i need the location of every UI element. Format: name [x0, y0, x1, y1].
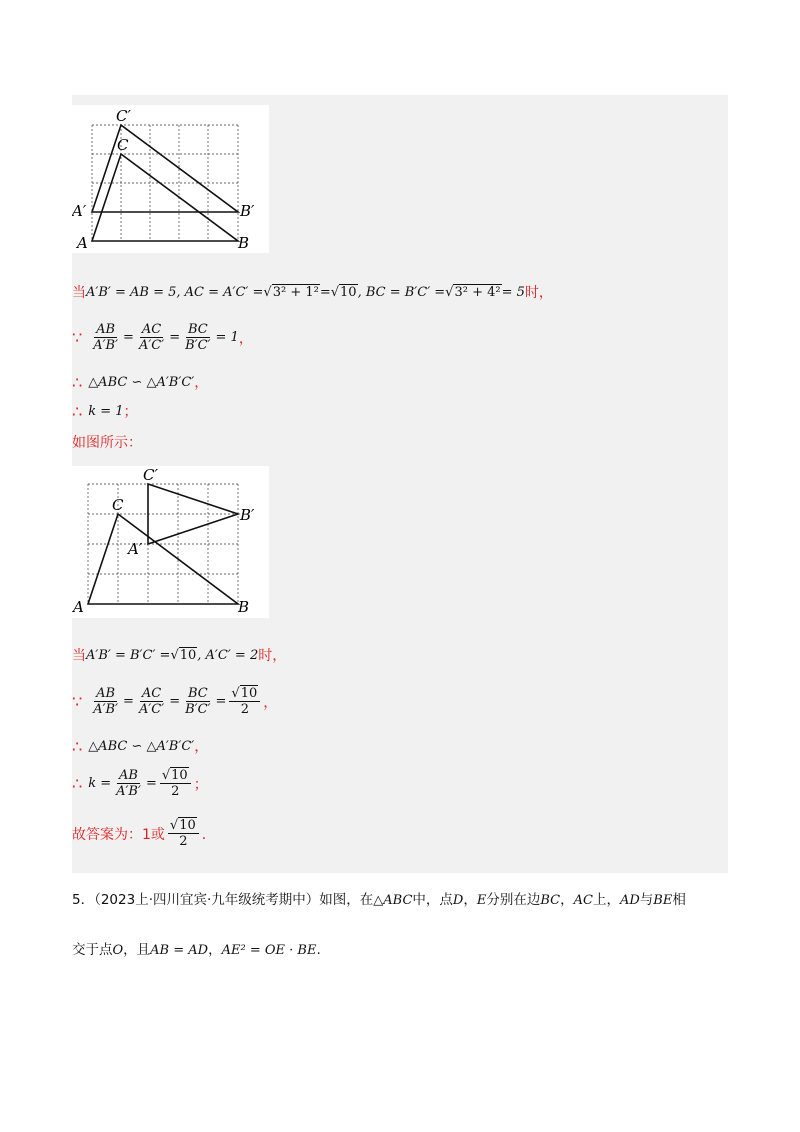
sol1-ratio: ∵ $\frac{AB}{A'B'}$ = $\frac{AC}{A'C'}$ = $\frac{BC}{B'C'}$ = 1 ， [72, 322, 253, 353]
sol2-k: ∴ k = $\frac{AB}{A'B'}$ = $\frac{√10}{2}$ ； [72, 768, 208, 799]
label-b-prime: B′ [240, 202, 255, 220]
therefore-symbol: ∴ [72, 372, 83, 392]
label-a: A [77, 234, 88, 252]
question-5-line-2: 交于点O，且AB = AD，AE² = OE · BE. [72, 942, 321, 958]
label-c: C [117, 136, 129, 154]
question-5-line-1: 5．（2023上·四川宜宾·九年级统考期中）如图，在△ABC中，点D，E分别在边BC，AC上，AD与BE相 [72, 892, 686, 908]
triangle-a-prime-b-prime-c-prime [92, 125, 238, 212]
sol1-cond-a: A′B′ = AB = 5, AC = A′C′ = [86, 284, 264, 300]
label-a: A [73, 598, 84, 616]
sol2-ratio: ∵ $\frac{AB}{A'B'}$ = $\frac{AC}{A'C'}$ = $\frac{BC}{B'C'}$ = $\frac{√10}{2}$ ， [72, 686, 278, 717]
therefore-symbol: ∴ [72, 401, 83, 421]
as-shown-text: 如图所示： [72, 435, 142, 451]
triangle-abc [92, 154, 238, 241]
figure-2-grid [72, 466, 269, 618]
answer-line: 故答案为：1或 $\frac{√10}{2}$ ． [72, 818, 216, 849]
figure-2-svg [72, 466, 269, 618]
therefore-symbol: ∴ [72, 774, 83, 793]
label-c-prime: C′ [116, 107, 131, 125]
label-a-prime: A′ [72, 202, 87, 220]
triangle-abc [88, 514, 238, 604]
label-c-prime: C′ [143, 466, 158, 484]
figure-1-grid [72, 105, 269, 253]
sol1-k: ∴ k = 1 ； [72, 401, 138, 421]
label-c: C [112, 496, 124, 514]
therefore-symbol: ∴ [72, 736, 83, 756]
sol2-condition: 当 A′B′ = B′C′ = √10 , A′C′ = 2 时， [72, 647, 287, 664]
because-symbol: ∵ [72, 692, 83, 711]
because-symbol: ∵ [72, 328, 83, 347]
sol1-condition: 当 A′B′ = AB = 5, AC = A′C′ = √3² + 1² = √10 , BC = B′C′ = √3² + 4² = 5 时， [72, 284, 553, 301]
label-a-prime: A′ [128, 540, 143, 558]
label-b: B [238, 234, 250, 252]
label-b: B [238, 598, 250, 616]
label-b-prime: B′ [240, 506, 255, 524]
sol2-similar: ∴ △ABC ∽ △A′B′C′ ， [72, 736, 209, 756]
figure-1-svg [72, 105, 269, 253]
sol1-similar: ∴ △ABC ∽ △A′B′C′ ， [72, 372, 209, 392]
